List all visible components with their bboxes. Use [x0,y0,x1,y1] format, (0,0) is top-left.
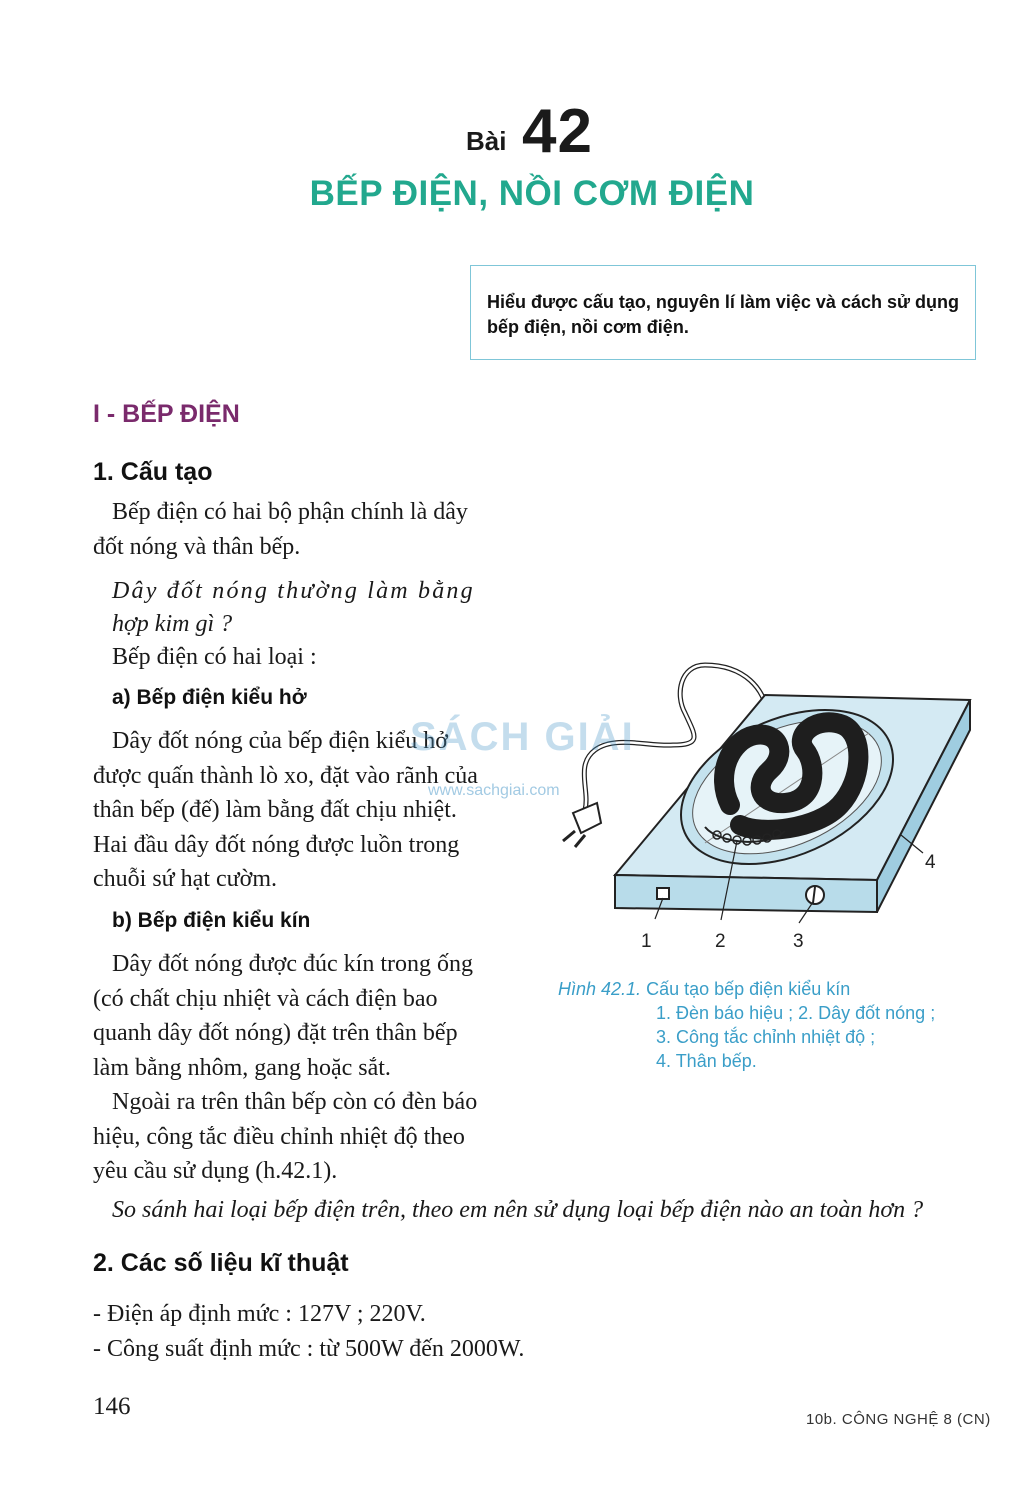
objective-text: Hiểu được cấu tạo, nguyên lí làm việc và cách sử dụng bếp điện, nồi cơm điện. [487,292,959,337]
figure-label-3: 3 [793,931,804,952]
watermark-brand: SÁCH GIẢI [410,715,635,759]
paragraph-main-parts: Bếp điện có hai bộ phận chính là dây đốt nóng và thân bếp. [93,499,468,560]
figure-label-4: 4 [925,852,936,873]
caption-prefix: Hình 42.1. [558,979,642,999]
section-heading: I - BẾP ĐIỆN [93,400,240,428]
caption-item: 1. Đèn báo hiệu ; 2. Dây đốt nóng ; [656,1003,936,1023]
figure-label-2: 2 [715,931,726,952]
spec-voltage: - Điện áp định mức : 127V ; 220V. [93,1301,426,1327]
lesson-label: Bài [466,126,507,156]
spec-power: - Công suất định mức : từ 500W đến 2000W. [93,1335,525,1362]
page-number: 146 [93,1393,131,1420]
subsection-open-stove: a) Bếp điện kiểu hở [112,686,307,709]
caption-item: 3. Công tắc chỉnh nhiệt độ ; [656,1027,876,1047]
footer-book-label: 10b. CÔNG NGHỆ 8 (CN) [806,1411,991,1428]
paragraph-closed-stove: Dây đốt nóng được đúc kín trong ống (có chất chịu nhiệt và cách điện bao quanh dây đốt nóng) đặt trên thân bếp làm bằng nhôm, gang hoặc sắt. Ngoài ra trên thân bếp còn có đèn báo hiệu, công tắc điều chỉnh nhiệt độ theo yêu cầu sử dụng (h.42.1). [93,951,478,1184]
stove-front [615,875,877,912]
figure-closed-electric-stove [555,655,985,955]
caption-item: 4. Thân bếp. [656,1051,757,1071]
caption-title: Cấu tạo bếp điện kiểu kín [646,979,851,999]
paragraph-two-types: Bếp điện có hai loại : [112,644,317,670]
subsection-title-specs: 2. Các số liệu kĩ thuật [93,1249,349,1277]
indicator-lamp [657,888,669,899]
specs-list [93,1297,693,1366]
question-safer-stove: So sánh hai loại bếp điện trên, theo em nên sử dụng loại bếp điện nào an toàn hơn ? [112,1197,924,1223]
subsection-title-structure: 1. Cấu tạo [93,458,213,486]
lesson-title: BẾP ĐIỆN, NỒI CƠM ĐIỆN [309,174,755,213]
subsection-closed-stove: b) Bếp điện kiểu kín [112,909,311,932]
watermark-url: www.sachgiai.com [428,782,560,799]
objective-box [470,265,976,360]
plug-icon [563,803,601,847]
lesson-number: 42 [522,97,593,166]
paragraph-open-stove: Dây đốt nóng của bếp điện kiểu hở được quấn thành lò xo, đặt vào rãnh của thân bếp (đế) làm bằng đất chịu nhiệt. Hai đầu dây đốt nóng được luồn trong chuỗi sứ hạt cườm. [93,728,478,892]
figure-label-1: 1 [641,931,652,952]
question-alloy: Dây đốt nóng thường làm bằng hợp kim gì ? [112,578,475,637]
figure-caption [558,977,935,1073]
